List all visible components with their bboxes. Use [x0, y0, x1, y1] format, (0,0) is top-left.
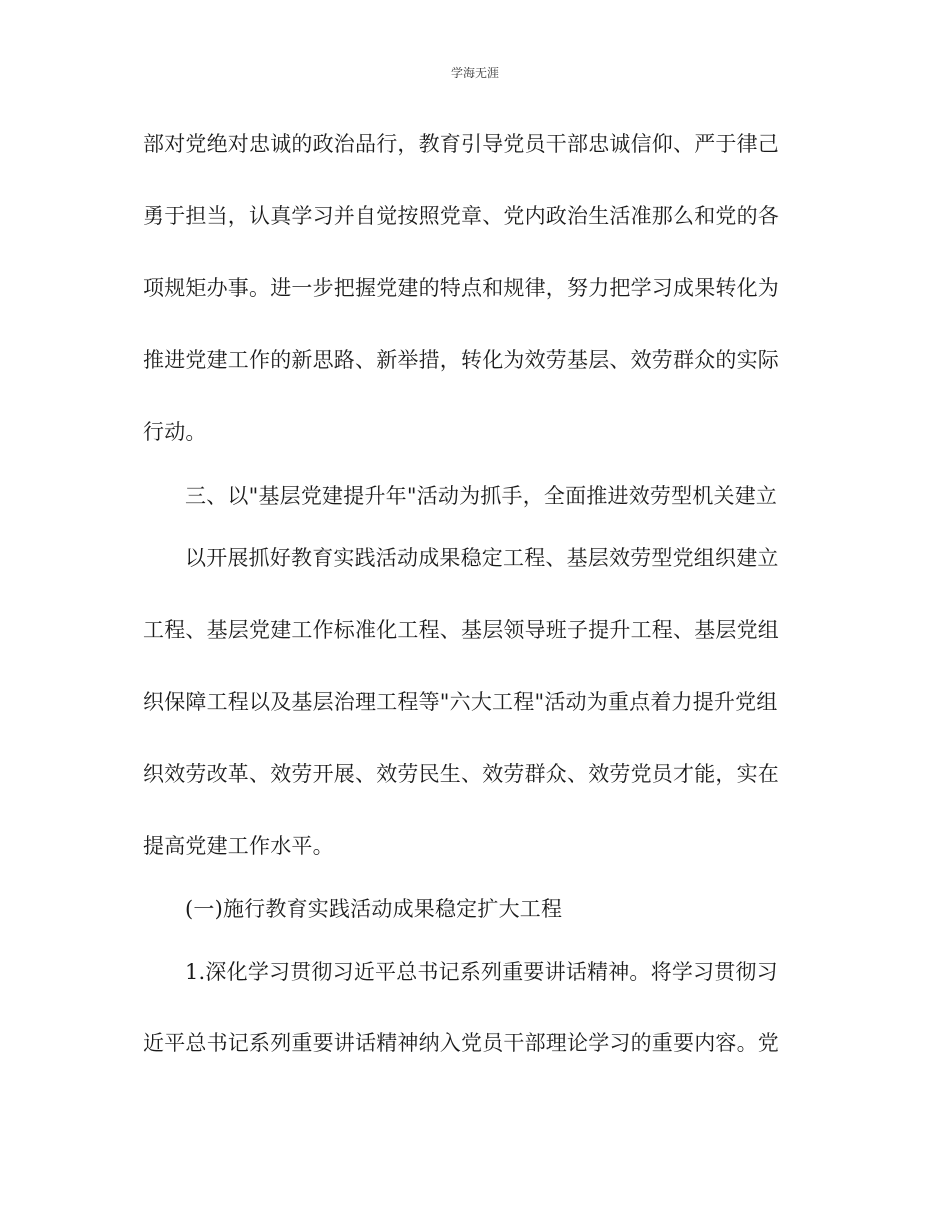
page-header-title: 学海无涯 [450, 66, 499, 80]
body-line: 以开展抓好教育实践活动成果稳定工程、基层效劳型党组织建立 [185, 546, 779, 570]
body-line: 部对党绝对忠诚的政治品行，教育引导党员干部忠诚信仰、严于律己 [143, 132, 779, 156]
section-heading: 三、以"基层党建提升年"活动为抓手，全面推进效劳型机关建立 [185, 484, 778, 508]
body-line: 近平总书记系列重要讲话精神纳入党员干部理论学习的重要内容。党 [143, 1031, 779, 1055]
body-line: 织保障工程以及基层治理工程等"六大工程"活动为重点着力提升党组 [143, 690, 778, 714]
body-line: 1.深化学习贯彻习近平总书记系列重要讲话精神。将学习贯彻习 [185, 960, 778, 984]
body-line: 织效劳改革、效劳开展、效劳民生、效劳群众、效劳党员才能，实在 [143, 762, 779, 786]
body-line: 行动。 [143, 420, 207, 444]
body-line: 项规矩办事。进一步把握党建的特点和规律，努力把学习成果转化为 [143, 276, 779, 300]
body-line: 工程、基层党建工作标准化工程、基层领导班子提升工程、基层党组 [143, 618, 779, 642]
subsection-heading: (一)施行教育实践活动成果稳定扩大工程 [185, 897, 563, 921]
body-line: 推进党建工作的新思路、新举措，转化为效劳基层、效劳群众的实际 [143, 348, 779, 372]
body-line: 勇于担当，认真学习并自觉按照党章、党内政治生活准那么和党的各 [143, 204, 779, 228]
body-line: 提高党建工作水平。 [143, 834, 334, 858]
